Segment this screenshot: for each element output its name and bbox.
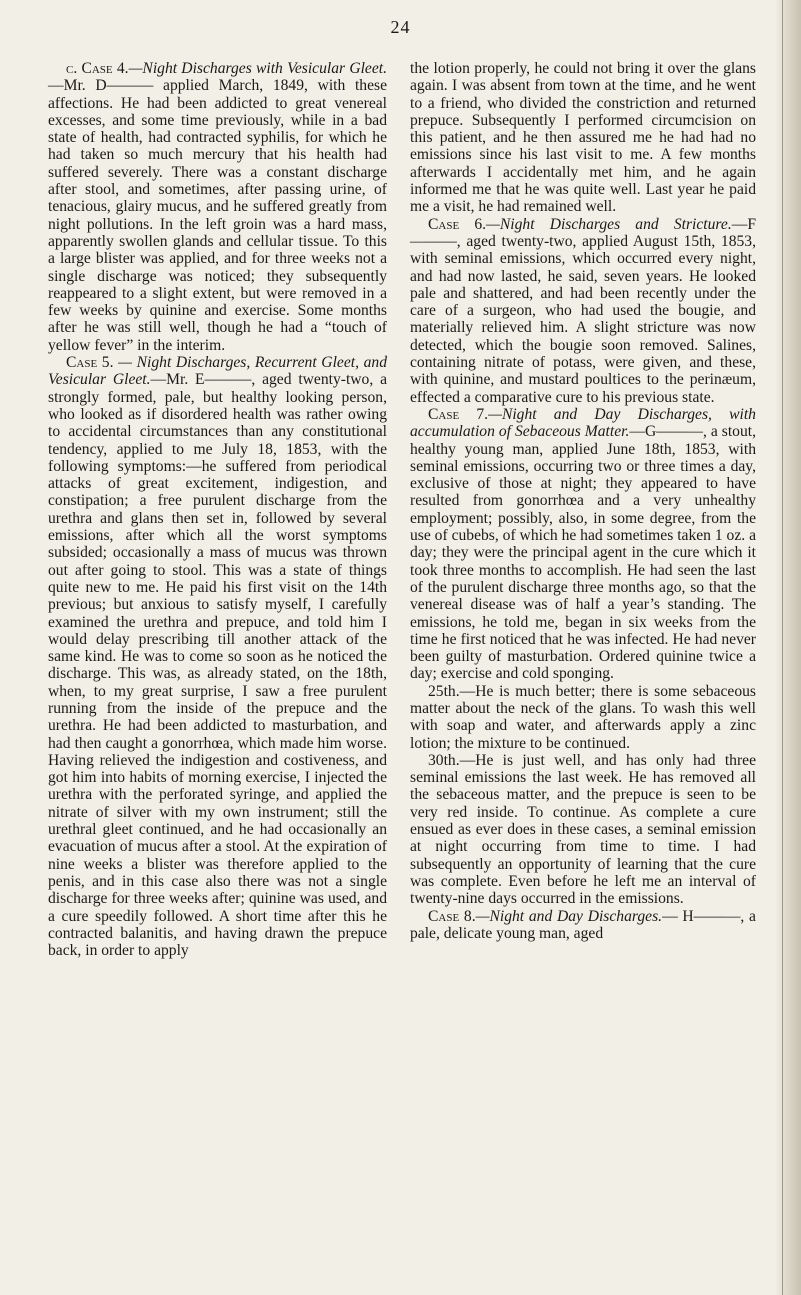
paragraph-case-6 — [410, 216, 756, 406]
paragraph-body: the lotion properly, he could not bring it over the glans again. I was absent from town at the time, and he went to a friend, who divided the constriction and returned prepuce. Subsequently I performed circumcision on this patient, and he then assured me he had had no emissions since his last visit to me. A few months afterwards I accidentally met him, and he again informed me that he was quite well. Last year he paid me a visit, he had remained well. — [410, 60, 756, 216]
case-heading: Case 5. — [66, 354, 114, 372]
paragraph-body: 25th.—He is much better; there is some sebaceous matter about the neck of the glans. To wash this well with soap and water, and afterwards apply a zinc lotion; the mixture to be continued. — [410, 682, 756, 752]
case-title: —Night and Day Discharges, with accumulation of Sebaceous Matter. — [410, 405, 756, 441]
paragraph-case-5 — [48, 354, 387, 959]
page-edge-line — [782, 0, 783, 1295]
case-heading: Case 7. — [428, 405, 489, 423]
case-heading: Case 6. — [428, 215, 487, 233]
case-title: —Night Discharges with Vesicular Gleet. — [128, 60, 387, 77]
paragraph-case-8 — [410, 908, 756, 943]
paragraph-continuation — [410, 60, 756, 216]
case-heading: Case 8. — [428, 907, 476, 925]
case-title: —Night and Day Discharges. — [475, 907, 663, 925]
case-heading: c. Case 4. — [66, 60, 129, 77]
paragraph-body: —Mr. E———, aged twenty-two, a strongly formed, pale, but healthy looking person, who looked as if disordered health was rather owing to accidental circumstances than any constitutional tendency, applied to me July 18, 1853, with the following symptoms:—he suffered from periodical attacks of great excitement, indigestion, and constipation; a free purulent discharge from the urethra and glans then set in, followed by several emissions, after which all the worst symptoms subsided; occasionally a mass of mucus was thrown out after going to stool. This was a state of things quite new to me. He paid his first visit on the 14th previous; but anxious to satisfy myself, I carefully examined the urethra and prepuce, and told him I would delay prescribing till another attack of the same kind. He was to come so soon as he noticed the discharge. This was, as already stated, on the 18th, when, to my great surprise, I saw a free purulent running from the inside of the prepuce and the urethra. He had been addicted to masturbation, and had then caught a gonorrhœa, which made him worse. Having relieved the indigestion and costiveness, and got him into habits of morning exercise, I injected the urethra with the perforated syringe, and applied the nitrate of silver with my own instrument; still the urethral gleet continued, and he had occasionally an evacuation of mucus after a stool. At the expiration of nine weeks a blister was therefore applied to the penis, and in this case also there was not a single discharge for three weeks after; quinine was used, and a cure speedily followed. A short time after this he contracted balanitis, and having drawn the prepuce back, in order to apply — [48, 371, 387, 960]
paragraph-case-4 — [48, 60, 387, 354]
paragraph-25th — [410, 683, 756, 752]
paragraph-body: — H———, a pale, delicate young man, aged — [410, 907, 756, 942]
right-column — [410, 60, 756, 942]
paragraph-30th — [410, 752, 756, 908]
case-title: — Night Discharges, Recurrent Gleet, and Vesicular Gleet. — [48, 354, 387, 389]
paragraph-body: —G———, a stout, healthy young man, applied June 18th, 1853, with seminal emissions, occurring two or three times a day, exclusive of those at night; they appeared to have resulted from gonorrhœa and a very unhealthy employment; possibly, also, in some degree, from the use of cubebs, of which he had sometimes taken 1 oz. a day; they were the principal agent in the cure which it took three months to accomplish. He had seen the last of the purulent discharge three months ago, so that the venereal disease was of half a year’s standing. The emissions, he told me, began in six weeks from the time he first noticed that he was infected. He had never been guilty of masturbation. Ordered quinine twice a day; exercise and cold sponging. — [410, 423, 756, 683]
case-title: —Night Discharges and Stricture. — [486, 215, 732, 233]
page-number: 24 — [390, 17, 411, 37]
paragraph-case-7 — [410, 406, 756, 683]
page-edge-shadow — [775, 0, 801, 1295]
paragraph-body: 30th.—He is just well, and has only had three seminal emissions the last week. He has removed all the sebaceous matter, and the prepuce is seen to be very red inside. To continue. As complete a cure ensued as ever does in these cases, a seminal emission at night occurring from time to time. I had subsequently an opportunity of learning that the cure was complete. Even before he left me an interval of twenty-nine days occurred in the emissions. — [410, 751, 756, 908]
paragraph-body: —F———, aged twenty-two, applied August 15th, 1853, with seminal emissions, which occurred every night, and had now lasted, he said, seven years. He looked pale and shattered, and had been recently under the care of a surgeon, who had used the bougie, and materially relieved him. A slight stricture was now detected, which the bougie soon removed. Salines, containing nitrate of potass, were given, and these, with quinine, and mustard poultices to the perinæum, effected a comparative cure to his previous state. — [410, 215, 756, 406]
paragraph-body: —Mr. D——— applied March, 1849, with these affections. He had been addicted to great venereal excesses, and some time previously, while in a bad state of health, had contracted syphilis, for which he had taken so much mercury that his health had suffered severely. There was a constant discharge after stool, and sometimes, after passing urine, of tenacious, glairy mucus, and he suffered greatly from night pollutions. In the left groin was a hard mass, apparently swollen glands and cellular tissue. To this a large blister was applied, and for three weeks not a single discharge was noticed; they subsequently reappeared to a slight extent, but were removed in a few weeks by quinine and exercise. Some months after he was still well, though he had a “touch of yellow fever” in the interim. — [48, 77, 387, 354]
left-column — [48, 60, 387, 959]
